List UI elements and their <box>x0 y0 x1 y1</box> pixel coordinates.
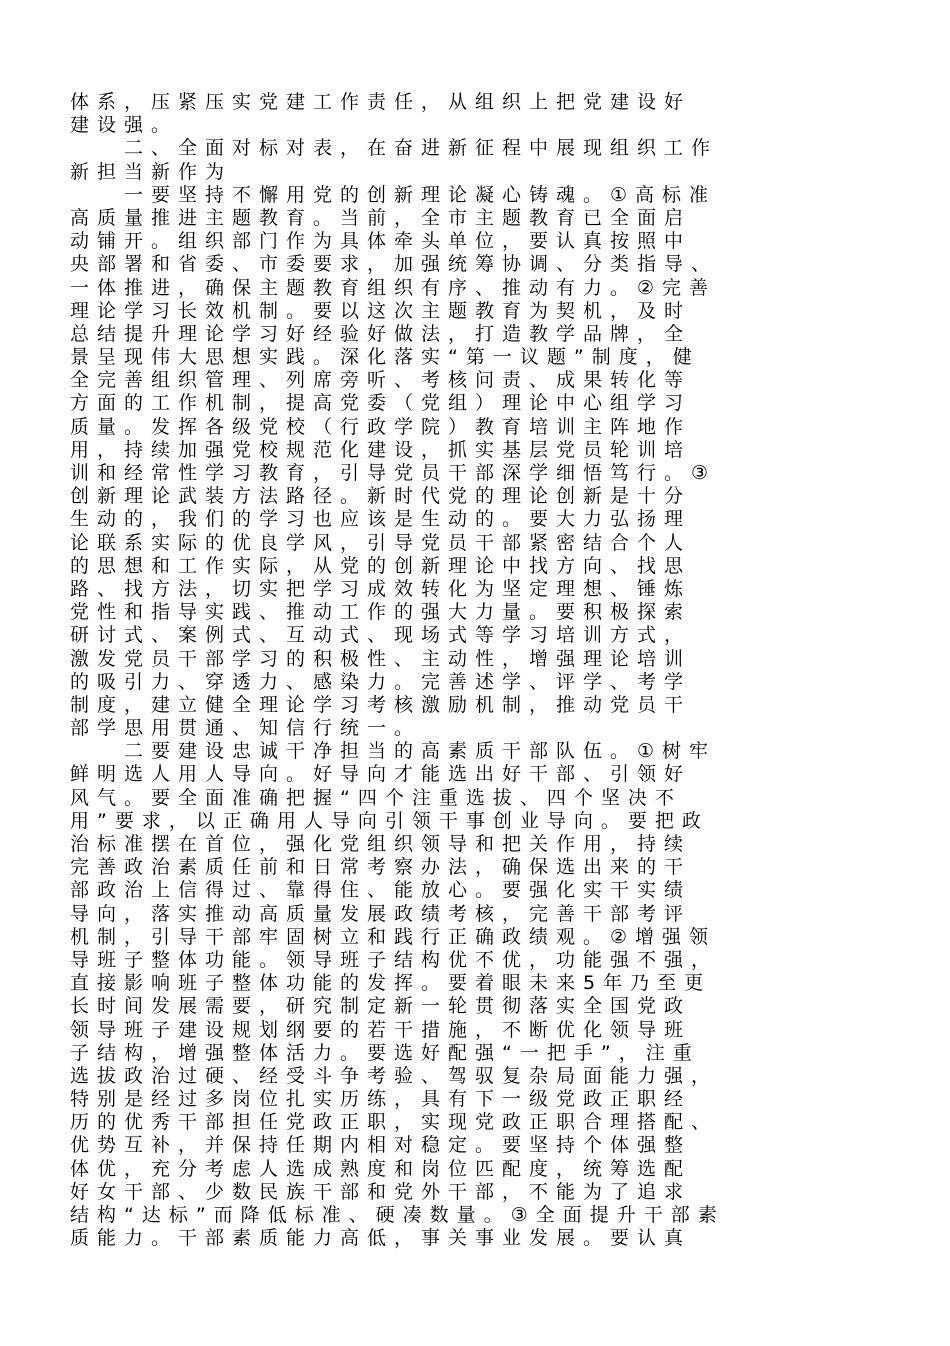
text-line: 生动的，我们的学习也应该是生动的。要大力弘扬理 <box>70 508 692 531</box>
text-line: 新担当新作为 <box>70 160 233 183</box>
text-line: 导向，落实推动高质量发展政绩考核，完善干部考评 <box>70 902 692 925</box>
text-line: 用”要求，以正确用人导向引领干事创业导向。要把政 <box>70 809 709 832</box>
text-line: 好女干部、少数民族干部和党外干部，不能为了追求 <box>70 1180 692 1203</box>
text-line: 总结提升理论学习好经验好做法，打造教学品牌，全 <box>70 322 692 345</box>
text-line: 体系，压紧压实党建工作责任，从组织上把党建设好 <box>70 91 692 113</box>
text-line: 激发党员干部学习的积极性、主动性，增强理论培训 <box>70 647 692 670</box>
text-line: 治标准摆在首位，强化党组织领导和把关作用，持续 <box>70 833 692 855</box>
text-line: 动铺开。组织部门作为具体牵头单位，要认真按照中 <box>70 230 692 253</box>
text-line: 长时间发展需要，研究制定新一轮贯彻落实全国党政 <box>70 995 692 1018</box>
text-line: 建设强。 <box>70 114 179 137</box>
text-line: 高质量推进主题教育。当前，全市主题教育已全面启 <box>70 206 692 229</box>
text-line: 子结构，增强整体活力。要选好配强“一把手”，注重 <box>70 1041 700 1064</box>
text-line: 特别是经过多岗位扎实历练，具有下一级党政正职经 <box>70 1088 692 1111</box>
text-line: 历的优秀干部担任党政正职，实现党政正职合理搭配、 <box>70 1111 719 1134</box>
document-body <box>70 91 900 1250</box>
text-line: 部政治上信得过、靠得住、能放心。要强化实干实绩 <box>70 879 692 902</box>
text-line: 一要坚持不懈用党的创新理论凝心铸魂。①高标准 <box>70 183 717 206</box>
text-line: 完善政治素质任前和日常考察办法，确保选出来的干 <box>70 856 692 879</box>
text-line: 创新理论武装方法路径。新时代党的理论创新是十分 <box>70 485 692 508</box>
text-line: 二要建设忠诚干净担当的高素质干部队伍。①树牢 <box>70 740 717 763</box>
text-line: 优势互补，并保持任期内相对稳定。要坚持个体强整 <box>70 1134 692 1157</box>
text-line: 训和经常性学习教育，引导党员干部深学细悟笃行。③ <box>70 462 717 484</box>
text-line: 鲜明选人用人导向。好导向才能选出好干部、引领好 <box>70 763 692 786</box>
text-line: 的吸引力、穿透力、感染力。完善述学、评学、考学 <box>70 670 692 693</box>
text-line: 的思想和工作实际，从党的创新理论中找方向、找思 <box>70 554 692 577</box>
text-line: 选拔政治过硬、经受斗争考验、驾驭复杂局面能力强， <box>70 1064 719 1087</box>
text-line: 机制，引导干部牢固树立和践行正确政绩观。②增强领 <box>70 925 717 948</box>
text-line: 央部署和省委、市委要求，加强统筹协调、分类指导、 <box>70 253 719 276</box>
text-line: 党性和指导实践、推动工作的强大力量。要积极探索 <box>70 601 692 624</box>
text-line: 领导班子建设规划纲要的若干措施，不断优化领导班 <box>70 1018 692 1041</box>
text-line: 全完善组织管理、列席旁听、考核问责、成果转化等 <box>70 369 692 392</box>
text-line: 二、全面对标对表，在奋进新征程中展现组织工作 <box>70 137 719 160</box>
text-line: 景呈现伟大思想实践。深化落实“第一议题”制度，健 <box>70 346 700 369</box>
text-line: 研讨式、案例式、互动式、现场式等学习培训方式， <box>70 624 692 647</box>
text-line: 制度，建立健全理论学习考核激励机制，推动党员干 <box>70 693 692 716</box>
text-line: 路、找方法，切实把学习成效转化为坚定理想、锤炼 <box>70 577 692 600</box>
text-line: 部学思用贯通、知信行统一。 <box>70 717 422 740</box>
text-line: 论联系实际的优良学风，引导党员干部紧密结合个人 <box>70 531 692 554</box>
text-line: 直接影响班子整体功能的发挥。要着眼未来5年乃至更 <box>70 972 712 995</box>
text-line: 用，持续加强党校规范化建设，抓实基层党员轮训培 <box>70 438 692 461</box>
text-line: 一体推进，确保主题教育组织有序、推动有力。②完善 <box>70 276 717 299</box>
text-line: 质能力。干部素质能力高低，事关事业发展。要认真 <box>70 1227 692 1250</box>
text-line: 质量。发挥各级党校（行政学院）教育培训主阵地作 <box>70 415 692 438</box>
text-line: 方面的工作机制，提高党委（党组）理论中心组学习 <box>70 392 692 415</box>
text-line: 风气。要全面准确把握“四个注重选拔、四个坚决不 <box>70 786 682 809</box>
text-line: 导班子整体功能。领导班子结构优不优，功能强不强， <box>70 948 719 971</box>
text-line: 结构“达标”而降低标准、硬凑数量。③全面提升干部素 <box>70 1204 725 1226</box>
text-line: 体优，充分考虑人选成熟度和岗位匹配度，统筹选配 <box>70 1157 692 1180</box>
text-line: 理论学习长效机制。要以这次主题教育为契机，及时 <box>70 299 692 322</box>
